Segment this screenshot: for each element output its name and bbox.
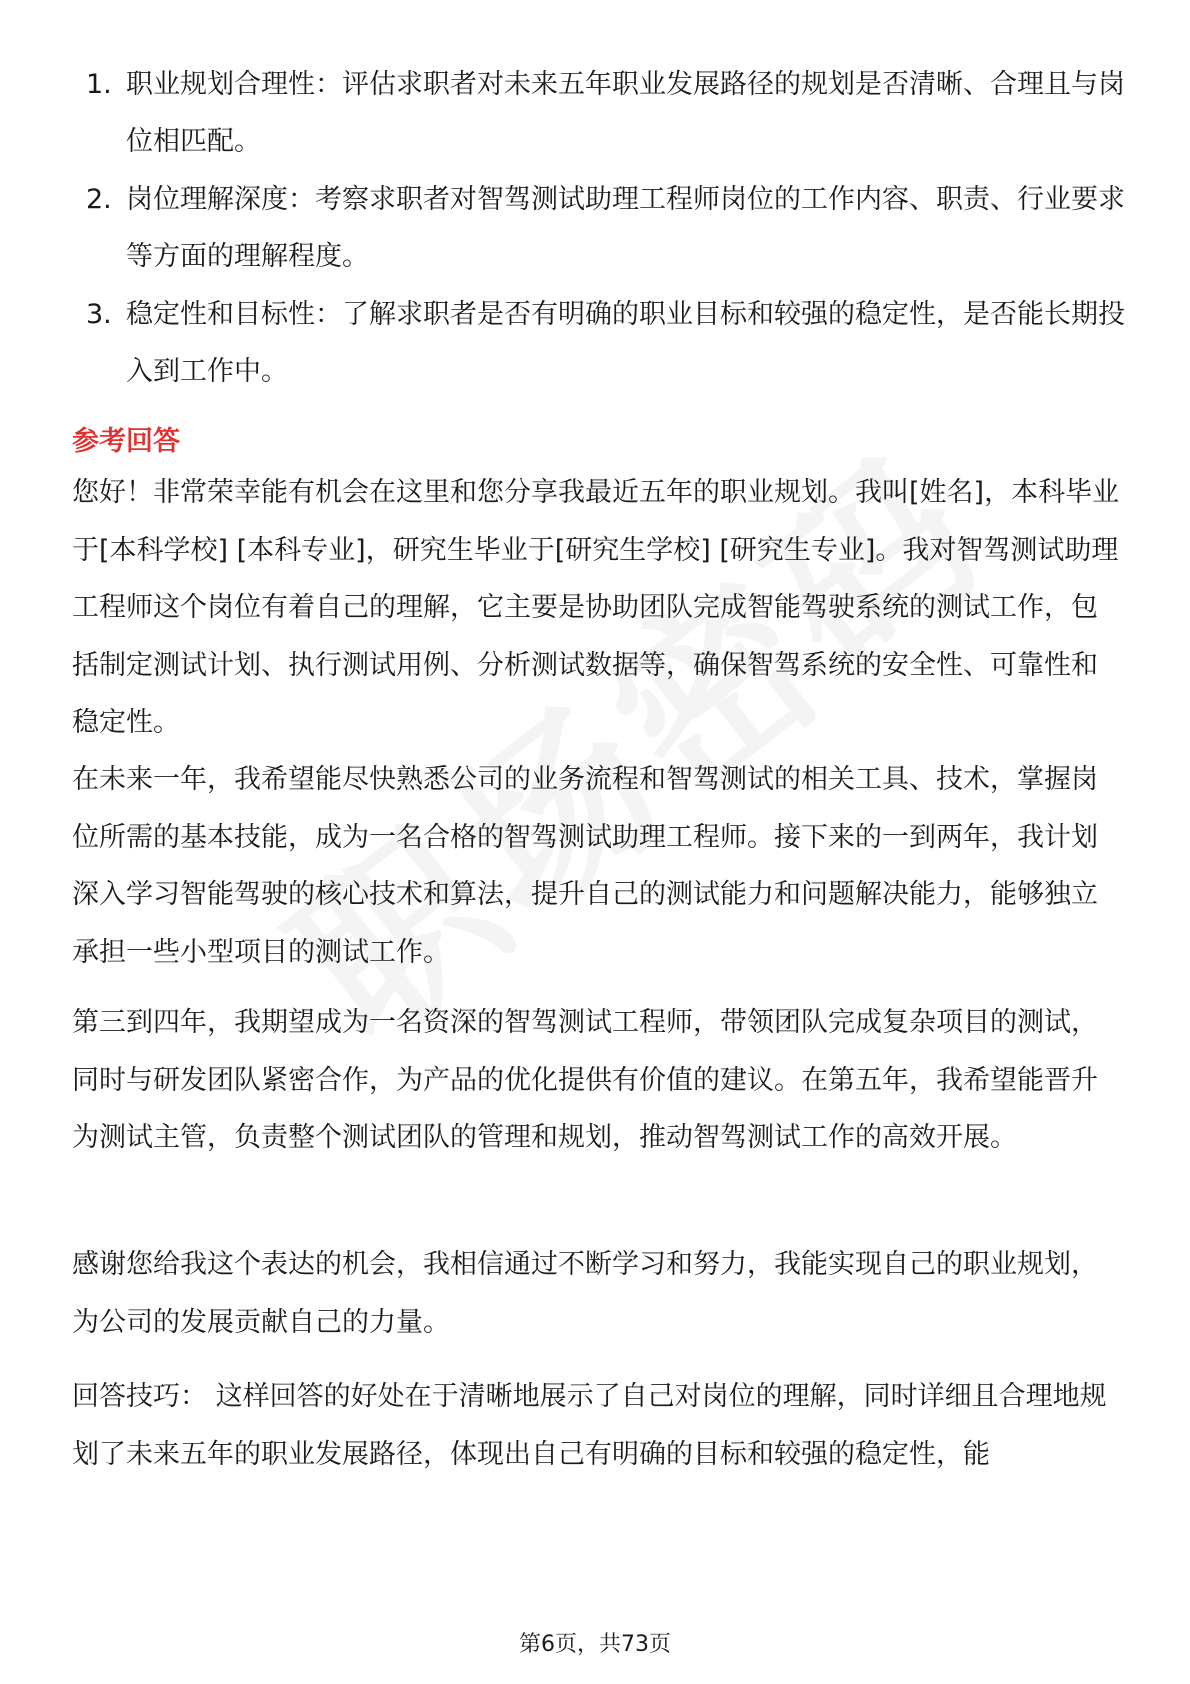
- evaluation-criteria-list: [72, 56, 1132, 401]
- answer-heading: 参考回答: [72, 426, 180, 457]
- year1-paragraph: 在未来一年，我希望能尽快熟悉公司的业务流程和智驾测试的相关工具、技术，掌握岗位所需的基本技能，成为一名合格的智驾测试助理工程师。接下来的一到两年，我计划深入学习智能驾驶的核心技术和算法，提升自己的测试能力和问题解决能力，能够独立承担一些小型项目的测试工作。: [72, 764, 1098, 968]
- list-item-number: 3.: [86, 299, 112, 330]
- page-number-footer: 第6页，共73页: [519, 1632, 671, 1657]
- year3-paragraph: 第三到四年，我期望成为一名资深的智驾测试工程师，带领团队完成复杂项目的测试，同时与研发团队紧密合作，为产品的优化提供有价值的建议。在第五年，我希望能晋升为测试主管，负责整个测试团队的管理和规划，推动智驾测试工作的高效开展。: [72, 1007, 1098, 1153]
- tips-paragraph: 回答技巧： 这样回答的好处在于清晰地展示了自己对岗位的理解，同时详细且合理地规划了未来五年的职业发展路径，体现出自己有明确的目标和较强的稳定性，能: [72, 1381, 1107, 1470]
- list-item-text: 稳定性和目标性：了解求职者是否有明确的职业目标和较强的稳定性，是否能长期投入到工作中。: [126, 299, 1125, 387]
- list-item-number: 2.: [86, 184, 112, 215]
- list-item: [72, 286, 1132, 400]
- list-item: [72, 171, 1132, 285]
- list-item: [72, 56, 1132, 170]
- list-item-number: 1.: [86, 69, 112, 100]
- thanks-paragraph: 感谢您给我这个表达的机会，我相信通过不断学习和努力，我能实现自己的职业规划，为公司的发展贡献自己的力量。: [72, 1249, 1098, 1338]
- list-item-text: 职业规划合理性：评估求职者对未来五年职业发展路径的规划是否清晰、合理且与岗位相匹配。: [126, 69, 1125, 157]
- list-item-text: 岗位理解深度：考察求职者对智驾测试助理工程师岗位的工作内容、职责、行业要求等方面的理解程度。: [126, 184, 1125, 272]
- intro-paragraph: 您好！非常荣幸能有机会在这里和您分享我最近五年的职业规划。我叫[姓名]，本科毕业于[本科学校] [本科专业]，研究生毕业于[研究生学校] [研究生专业]。我对智驾测试助理工程师这个岗位有着自己的理解，它主要是协助团队完成智能驾驶系统的测试工作，包括制定测试计划、执行测试用例、分析测试数据等，确保智驾系统的安全性、可靠性和稳定性。: [72, 477, 1120, 738]
